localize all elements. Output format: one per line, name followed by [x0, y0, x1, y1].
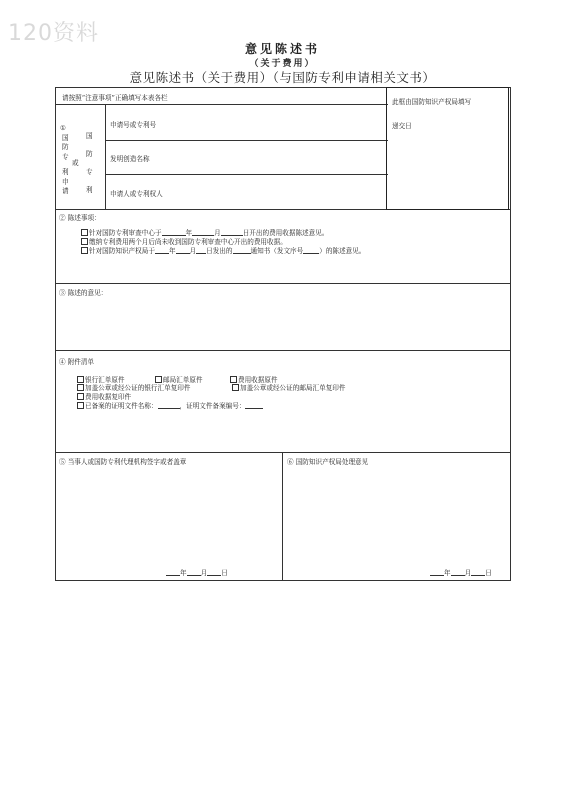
checkbox[interactable]	[81, 247, 88, 254]
statement-option-1[interactable]: 针对国防专利审查中心于 年 月 日开出的费用收据陈述意见。	[81, 227, 328, 237]
form-title: 意见陈述书	[244, 42, 320, 56]
checkbox[interactable]	[232, 384, 239, 391]
checkbox[interactable]	[77, 393, 84, 400]
form-subtitle: （关于费用）	[249, 59, 316, 69]
section4-title: ④ 附件清单	[59, 358, 95, 366]
office-note: 此框由国防知识产权局填写	[392, 98, 472, 106]
field-invention-name[interactable]: 发明创造名称	[110, 155, 150, 163]
attach-fee-receipt[interactable]: 费用收据原件	[230, 374, 278, 384]
attach-bank-remit[interactable]: 银行汇单原件	[77, 374, 125, 384]
field-application-number[interactable]: 申请号或专利号	[110, 121, 157, 129]
checkbox[interactable]	[81, 229, 88, 236]
section6-title: ⑥ 国防知识产权局处理意见	[287, 458, 369, 466]
instruction-text: 请按照“注意事项”正确填写本表各栏	[62, 94, 168, 102]
checkbox[interactable]	[77, 384, 84, 391]
signature-date[interactable]: 年 月 日	[166, 567, 228, 577]
attach-post-copy[interactable]: 加盖公章或经公证的邮局汇单复印件	[232, 382, 346, 392]
form-heading: 意见陈述书（关于费用）（与国防专利申请相关文书）	[129, 70, 436, 85]
section3-title: ③ 陈述的意见：	[59, 289, 108, 297]
watermark: 120资料	[8, 21, 99, 46]
section2-title: ② 陈述事项：	[59, 214, 101, 222]
checkbox[interactable]	[81, 238, 88, 245]
statement-option-2[interactable]: 缴纳专利费用两个月后尚未收到国防专利审查中心开出的费用收据。	[81, 236, 287, 246]
office-decision-date[interactable]: 年 月 日	[430, 567, 492, 577]
submit-date-label: 递交日	[392, 122, 412, 130]
attach-bank-copy[interactable]: 加盖公章或经公证的银行汇单复印件	[77, 382, 191, 392]
statement-option-3[interactable]: 针对国防知识产权局于 年 月 日发出的 通知书（发文序号 ）的陈述意见。	[81, 245, 365, 255]
section5-title: ⑤ 当事人或国防专利代理机构签字或者盖章	[59, 458, 187, 466]
attach-post-remit[interactable]: 邮局汇单原件	[155, 374, 203, 384]
attach-filed-document[interactable]: 已备案的证明文件名称： ，证明文件备案编号：	[77, 400, 263, 410]
field-applicant[interactable]: 申请人或专利权人	[110, 190, 163, 198]
attach-receipt-copy[interactable]: 费用收据复印件	[77, 391, 131, 401]
checkbox[interactable]	[77, 402, 84, 409]
